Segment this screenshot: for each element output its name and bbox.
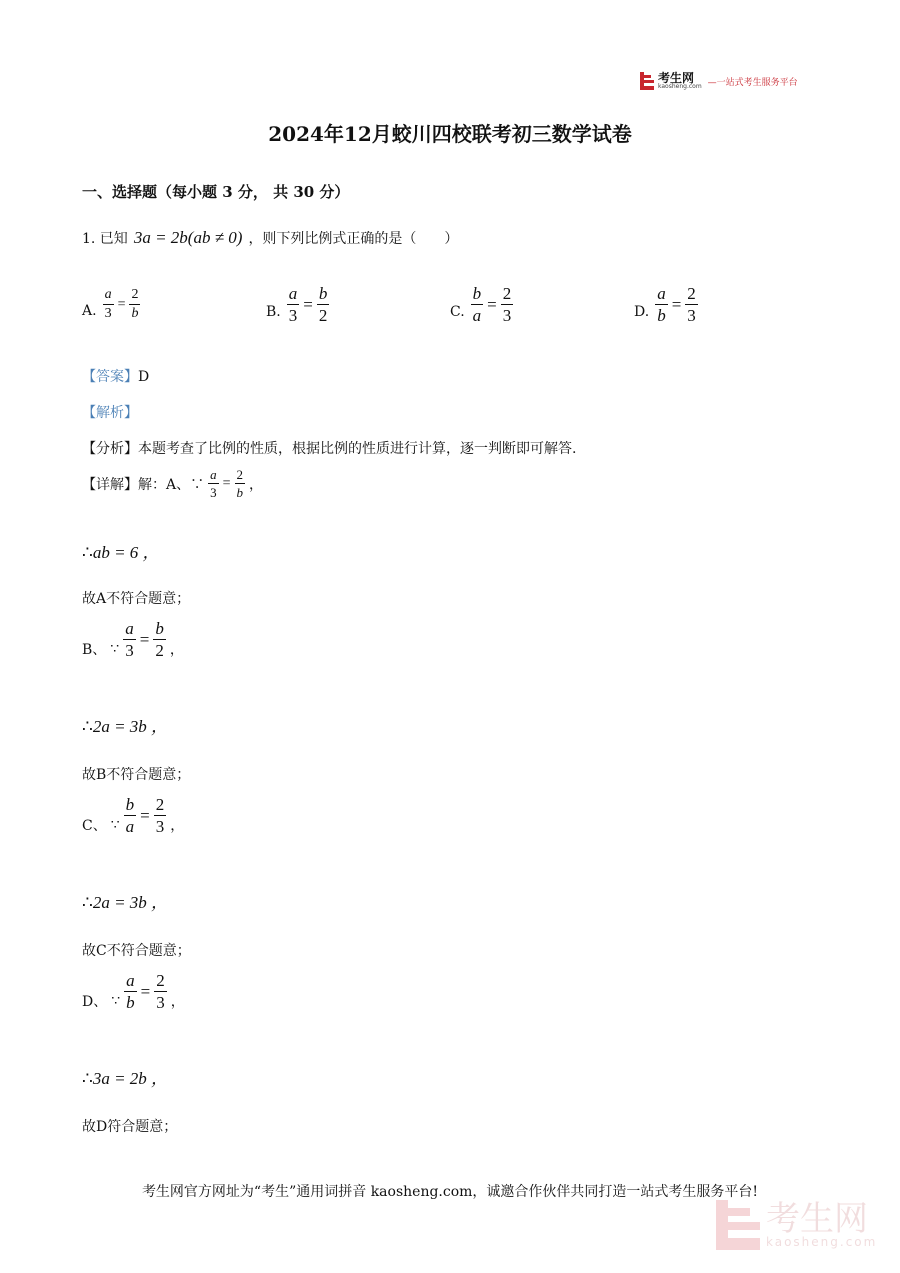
detail-c-fraction: $\frac{b}{a}$ = $\frac{2}{3}$ — [125, 795, 165, 836]
logo-domain: kaosheng.com — [658, 83, 702, 90]
q1-prefix: 1. 已知 — [82, 231, 128, 247]
watermark-domain: kaosheng.com — [766, 1235, 878, 1249]
detail-b: B、 ∵ $\frac{a}{3}$ = $\frac{b}{2}$ ， — [82, 619, 184, 660]
detail-c-conclusion: 故C不符合题意； — [82, 943, 191, 959]
option-c-fraction: $\frac{b}{a}$ = $\frac{2}{3}$ — [472, 284, 512, 325]
section-heading: 一、选择题（每小题 3 分， 共 30 分） — [82, 183, 350, 201]
answer-value: D — [138, 369, 150, 385]
option-b-fraction: $\frac{a}{3}$ = $\frac{b}{2}$ — [288, 284, 328, 325]
detail-prefix: 【详解】解：A、∵ — [82, 476, 205, 493]
answer-line — [82, 366, 149, 386]
answer-tag: 【答案】 — [82, 369, 138, 385]
option-c[interactable] — [450, 285, 513, 324]
detail-d-conclusion: 故D符合题意； — [82, 1119, 178, 1135]
detail-d-fraction: $\frac{a}{b}$ = $\frac{2}{3}$ — [126, 971, 165, 1012]
logo-text: 考生网 — [658, 71, 695, 85]
option-letter: B. — [266, 303, 281, 320]
option-letter: A. — [82, 302, 97, 319]
detail-d-result: ∴3a = 2b ， — [82, 1069, 169, 1088]
option-a-fraction: $\frac{a}{3}$ = $\frac{2}{b}$ — [104, 287, 139, 321]
detail-b-conclusion: 故B不符合题意； — [82, 767, 191, 783]
detail-b-result: ∴2a = 3b ， — [82, 717, 169, 736]
fenxi-text: 【分析】本题考查了比例的性质，根据比例的性质进行计算，逐一判断即可解答. — [82, 441, 577, 457]
header-logo[interactable] — [640, 72, 798, 90]
detail-c: C、 ∵ $\frac{b}{a}$ = $\frac{2}{3}$ ， — [82, 795, 185, 836]
question-1 — [82, 228, 458, 248]
detail-a-conclusion: 故A不符合题意； — [82, 591, 191, 607]
watermark — [716, 1200, 877, 1250]
footer-text: 考生网官方网址为“考生”通用词拼音 kaosheng.com，诚邀合作伙伴共同打造一站式考生服务平台! — [141, 1184, 759, 1200]
option-a[interactable] — [82, 288, 140, 321]
page-title: 2024年12月蛟川四校联考初三数学试卷 — [268, 122, 632, 146]
option-d[interactable] — [634, 285, 698, 324]
detail-a: 【详解】解：A、∵ $\frac{a}{3}$ = $\frac{2}{b}$ ， — [82, 467, 264, 500]
analysis-tag: 【解析】 — [82, 405, 138, 421]
detail-d: D、 ∵ $\frac{a}{b}$ = $\frac{2}{3}$ ， — [82, 971, 185, 1012]
q1-suffix: ，则下列比例式正确的是（ ） — [248, 231, 459, 247]
option-b[interactable] — [266, 285, 329, 324]
detail-a-fraction: $\frac{a}{3}$ = $\frac{2}{b}$ — [210, 467, 244, 500]
detail-a-result: ∴ab = 6 ， — [82, 543, 160, 562]
option-d-fraction: $\frac{a}{b}$ = $\frac{2}{3}$ — [657, 284, 696, 325]
detail-c-result: ∴2a = 3b ， — [82, 893, 169, 912]
logo-mark-icon — [640, 72, 654, 90]
detail-b-fraction: $\frac{a}{3}$ = $\frac{b}{2}$ — [125, 619, 164, 660]
q1-expression: 3a = 2b(ab ≠ 0) — [133, 228, 243, 247]
watermark-text: 考生网 — [766, 1199, 868, 1239]
option-letter: D. — [634, 303, 650, 320]
option-letter: C. — [450, 303, 465, 320]
logo-slogan: —一站式考生服务平台 — [707, 77, 798, 88]
watermark-logo-icon — [716, 1200, 760, 1250]
